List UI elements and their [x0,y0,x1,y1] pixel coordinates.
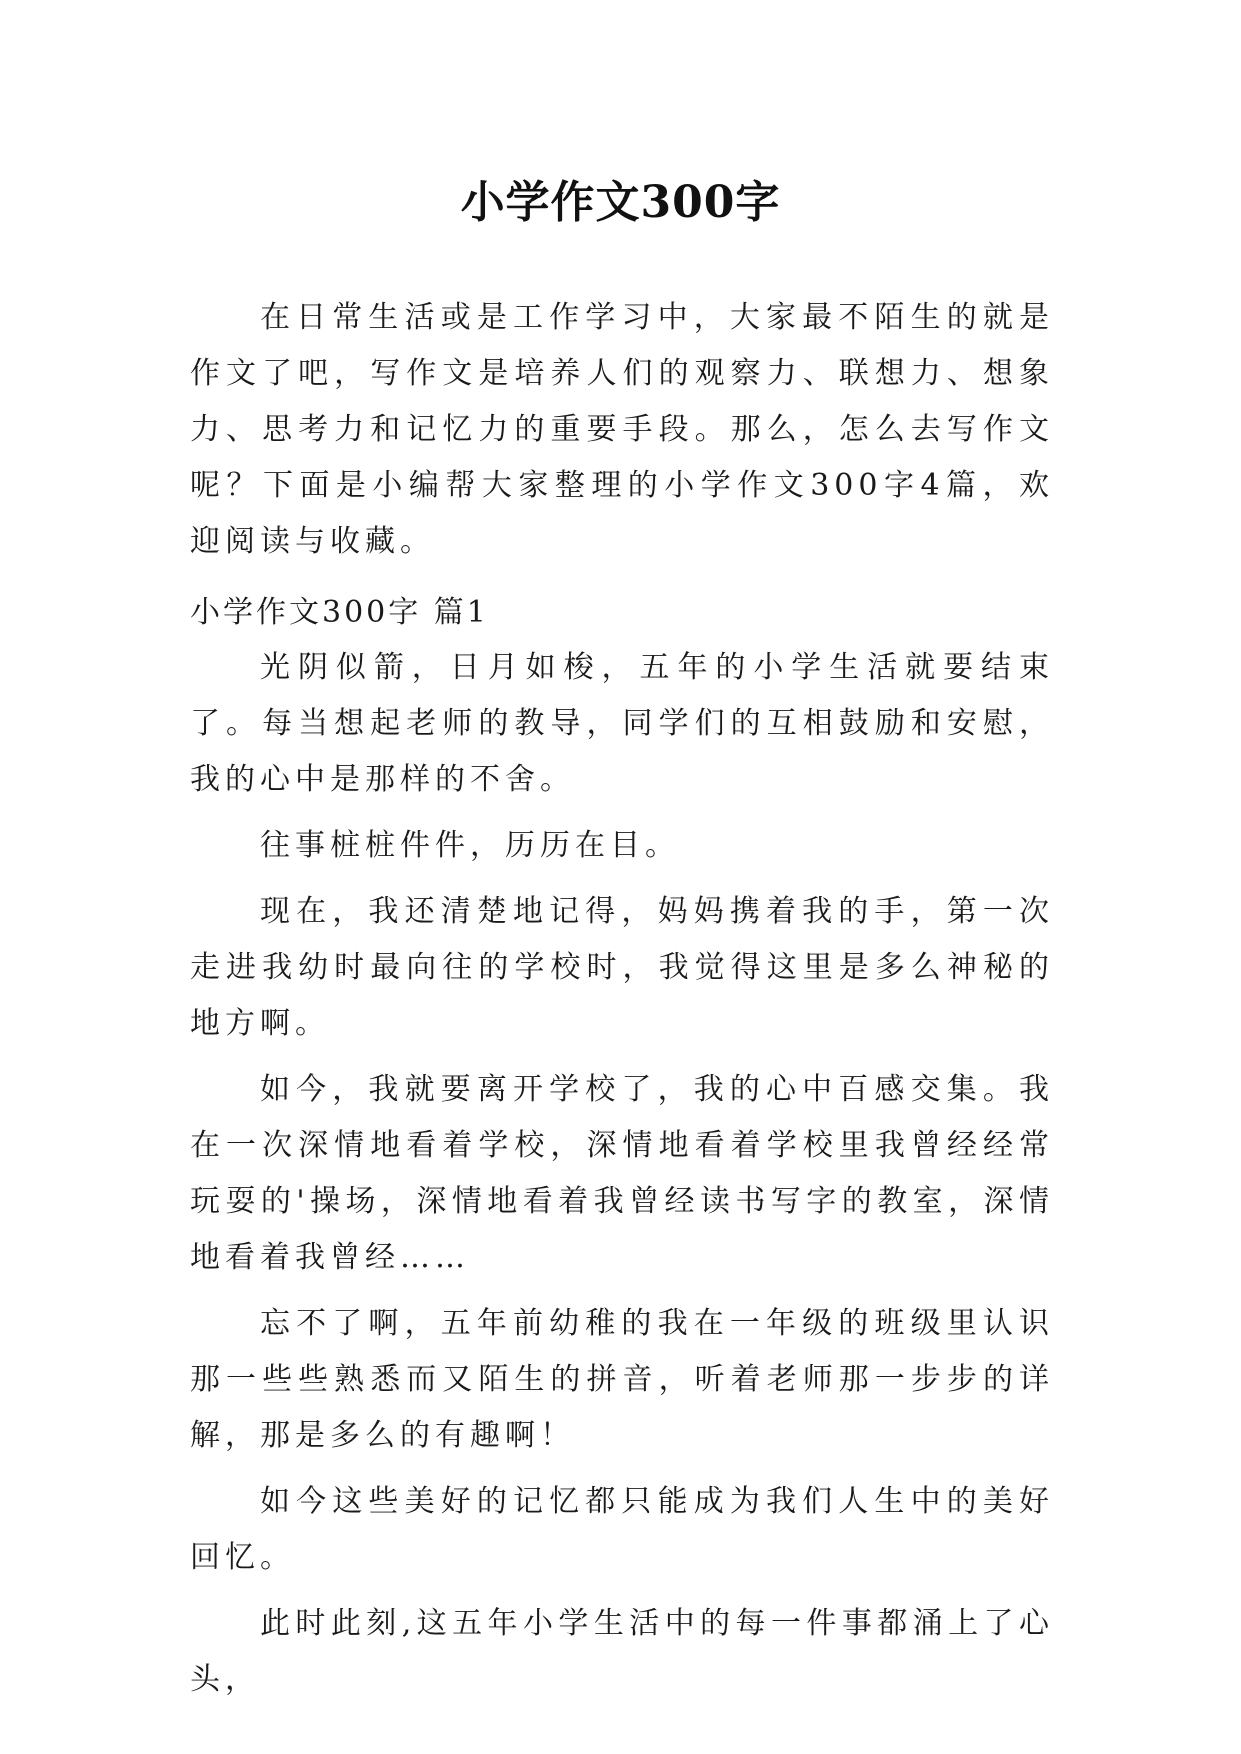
essay-body [190,640,1054,1718]
essay-paragraph-5: 忘不了啊，五年前幼稚的我在一年级的班级里认识那一些些熟悉而又陌生的拼音，听着老师那一步步的详解，那是多么的有趣啊！ [190,1306,1054,1453]
intro-paragraph: 在日常生活或是工作学习中，大家最不陌生的就是作文了吧，写作文是培养人们的观察力、联想力、想象力、思考力和记忆力的重要手段。那么，怎么去写作文呢？下面是小编帮大家整理的小学作文300字4篇，欢迎阅读与收藏。 [190,300,1054,559]
essay-paragraph-2: 往事桩桩件件，历历在目。 [260,828,680,863]
section-heading: 小学作文300字 篇1 [190,595,489,630]
essay-paragraph-6: 如今这些美好的记忆都只能成为我们人生中的美好回忆。 [190,1484,1054,1575]
document-title: 小学作文300字 [460,177,781,229]
essay-paragraph-4: 如今，我就要离开学校了，我的心中百感交集。我在一次深情地看着学校，深情地看着学校里我曾经经常玩耍的'操场，深情地看着我曾经读书写字的教室，深情地看着我曾经…… [190,1072,1054,1275]
intro-block [190,290,1054,570]
essay-paragraph-7: 此时此刻,这五年小学生活中的每一件事都涌上了心头， [190,1606,1054,1697]
essay-paragraph-3: 现在，我还清楚地记得，妈妈携着我的手，第一次走进我幼时最向往的学校时，我觉得这里是多么神秘的地方啊。 [190,894,1054,1041]
essay-paragraph-1: 光阴似箭，日月如梭，五年的小学生活就要结束了。每当想起老师的教导，同学们的互相鼓励和安慰，我的心中是那样的不舍。 [190,650,1054,797]
